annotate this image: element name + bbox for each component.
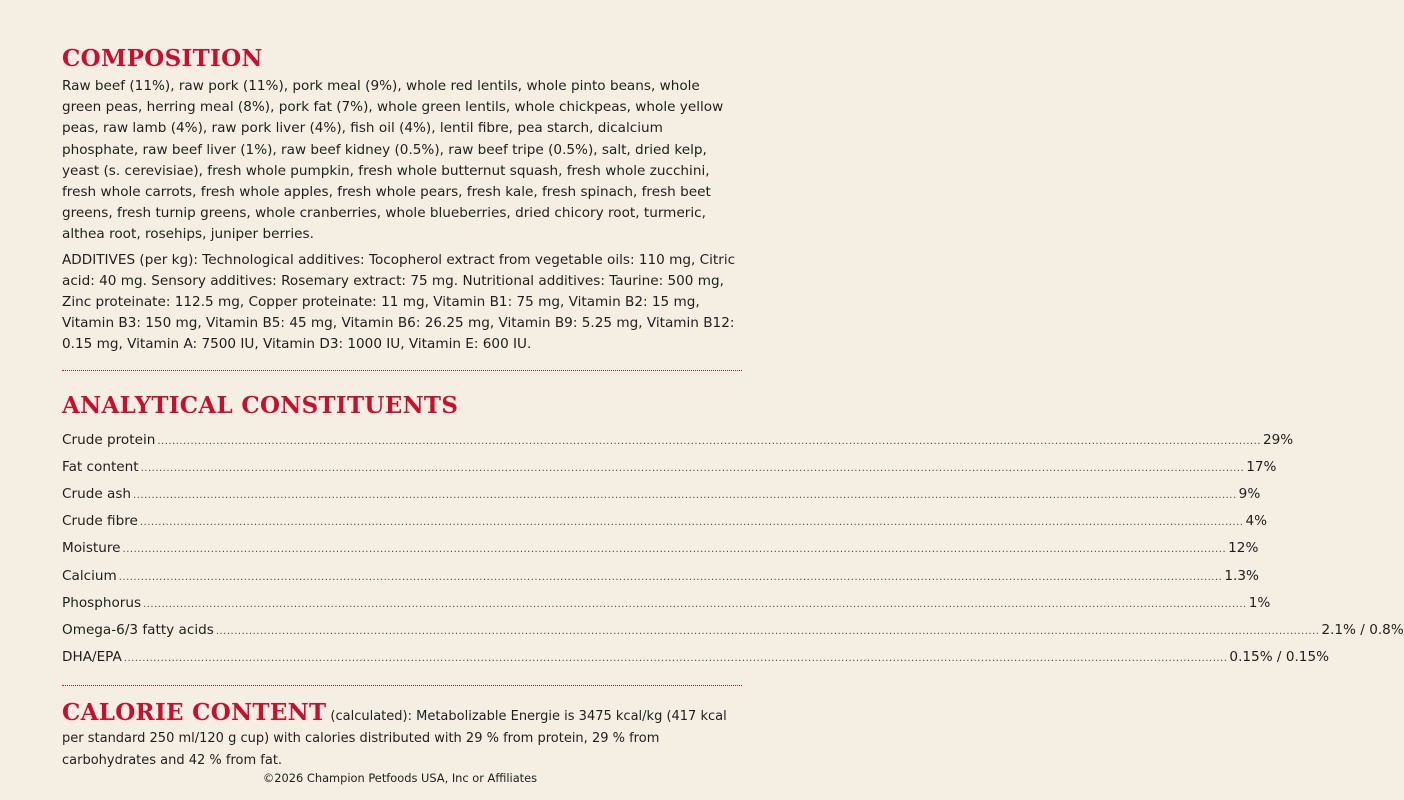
dot-leader: ............................................................................................................................................................................................................................................................................................................: [123, 653, 1228, 665]
constituent-name: Crude protein: [62, 431, 156, 448]
dot-leader: ............................................................................................................................................................................................................................................................................................................: [122, 544, 1227, 556]
analytical-section: [62, 389, 1404, 672]
constituent-value: 17%: [1246, 458, 1277, 475]
constituent-value: 1.3%: [1224, 567, 1259, 584]
constituent-row: [62, 590, 1271, 617]
constituents-list: [62, 427, 1404, 672]
analytical-heading: ANALYTICAL CONSTITUENTS: [62, 391, 459, 419]
dot-leader: ............................................................................................................................................................................................................................................................................................................: [133, 490, 1237, 502]
calorie-section: [62, 699, 742, 772]
constituent-row: [62, 481, 1261, 508]
dot-leader: ............................................................................................................................................................................................................................................................................................................: [215, 625, 1320, 637]
composition-section: [62, 42, 742, 356]
section-divider: [62, 685, 742, 686]
constituent-name: Fat content: [62, 458, 139, 475]
composition-heading: COMPOSITION: [62, 45, 263, 72]
constituent-row: [62, 644, 1330, 671]
constituent-row: [62, 508, 1268, 535]
calorie-text: (calculated): Metabolizable Energie is 3475 kcal/kg (417 kcal per standard 250 ml/120 g cup) with calories distributed with 29 % from protein, 29 % from carbohydrates and 42 % from fat.: [62, 709, 727, 769]
constituent-row: [62, 563, 1259, 590]
constituent-name: Crude ash: [62, 486, 132, 503]
constituent-name: Omega-6/3 fatty acids: [62, 621, 214, 638]
dot-leader: ............................................................................................................................................................................................................................................................................................................: [140, 462, 1245, 474]
calorie-heading: CALORIE CONTENT: [62, 699, 327, 727]
constituent-name: Crude fibre: [62, 513, 138, 530]
constituent-name: Moisture: [62, 540, 121, 557]
constituent-value: 29%: [1262, 431, 1294, 448]
constituent-row: [62, 617, 1404, 644]
copyright-footer: ©2026 Champion Petfoods USA, Inc or Affiliates: [262, 771, 538, 785]
constituent-value: 12%: [1228, 540, 1259, 557]
dot-leader: ............................................................................................................................................................................................................................................................................................................: [118, 571, 1223, 583]
calorie-paragraph: [62, 699, 742, 772]
constituent-name: Calcium: [62, 567, 117, 584]
constituent-value: 2.1% / 0.8%: [1321, 621, 1404, 638]
constituent-row: [62, 454, 1277, 481]
ingredients-text: Raw beef (11%), raw pork (11%), pork meal (9%), whole red lentils, whole pinto beans, whole green peas, herring meal (8%), pork fat (7%), whole green lentils, whole chickpeas, whole yellow peas, raw lamb (4%), raw pork liver (4%), fish oil (4%), lentil fibre, pea starch, dicalcium phosphate, raw beef liver (1%), raw beef kidney (0.5%), raw beef tripe (0.5%), salt, dried kelp, yeast (s. cerevisiae), fresh whole pumpkin, fresh whole butternut squash, fresh whole zucchini, fresh whole carrots, fresh whole apples, fresh whole pears, fresh kale, fresh spinach, fresh beet greens, fresh turnip greens, whole cranberries, whole blueberries, dried chicory root, turmeric, althea root, rosehips, juniper berries.: [62, 78, 724, 243]
constituent-row: [62, 427, 1294, 454]
constituent-name: DHA/EPA: [62, 649, 122, 666]
constituent-value: 1%: [1248, 594, 1271, 611]
dot-leader: ............................................................................................................................................................................................................................................................................................................: [157, 435, 1261, 447]
additives-text: ADDITIVES (per kg): Technological additives: Tocopherol extract from vegetable oils: 110 mg, Citric acid: 40 mg. Sensory additives: Rosemary extract: 75 mg. Nutritional additives: Taurine: 500 mg, Zinc proteinate: 112.5 mg, Copper proteinate: 11 mg, Vitamin B1: 75 mg, Vitamin B2: 15 mg, Vitamin B3: 150 mg, Vitamin B5: 45 mg, Vitamin B6: 26.25 mg, Vitamin B9: 5.25 mg, Vitamin B12: 0.15 mg, Vitamin A: 7500 IU, Vitamin D3: 1000 IU, Vitamin E: 600 IU.: [62, 251, 736, 353]
dot-leader: ............................................................................................................................................................................................................................................................................................................: [139, 517, 1244, 529]
constituent-name: Phosphorus: [62, 594, 142, 611]
section-divider: [62, 370, 742, 371]
constituent-value: 0.15% / 0.15%: [1229, 649, 1330, 666]
dot-leader: ............................................................................................................................................................................................................................................................................................................: [143, 598, 1247, 610]
nutrition-panel: [62, 42, 1404, 788]
constituent-value: 9%: [1238, 486, 1261, 503]
constituent-value: 4%: [1245, 513, 1268, 530]
constituent-row: [62, 535, 1259, 562]
